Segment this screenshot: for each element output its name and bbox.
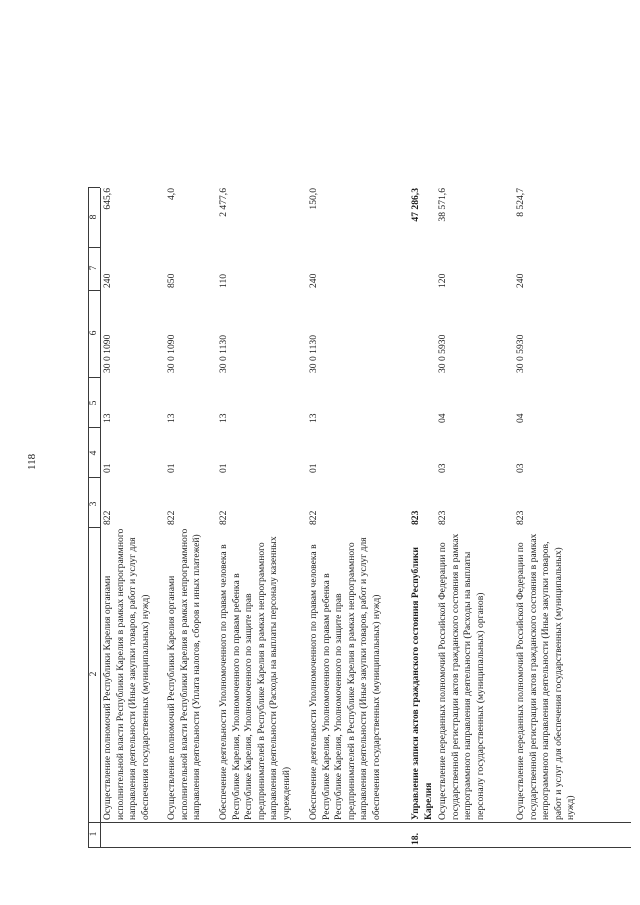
row-name: Осуществление полномочий Республики Карелия органами исполнительной власти Республики Карелия в рамках непрограммного направления деятельности (Уплата налогов, сборов и иных платежей) xyxy=(166,528,202,820)
cell-amount: 2 477,6 xyxy=(218,188,229,217)
cell-target-article: 30 0 1130 xyxy=(308,334,319,373)
row-name: Осуществление полномочий Республики Карелия органами исполнительной власти Республики Карелия в рамках непрограммного направления деятельности (Иные закупки товаров, работ и услуг для обеспечения государственных (муниципальных) нужд) xyxy=(102,528,151,820)
cell-subsection: 13 xyxy=(308,413,319,423)
header-cell: 4 xyxy=(88,450,99,456)
cell-target-article: 30 0 1090 xyxy=(166,334,177,373)
header-bottom-border xyxy=(100,188,101,848)
cell-amount: 645,6 xyxy=(102,188,113,210)
cell-expense-type: 110 xyxy=(218,273,229,288)
cell-subsection: 13 xyxy=(166,413,177,423)
header-cell: 2 xyxy=(88,671,99,677)
header-cell: 1 xyxy=(88,831,99,837)
table-row xyxy=(218,38,292,848)
row-name: Обеспечение деятельности Уполномоченного по правам человека в Республике Карелия, Уполномоченного по правам ребенка в Республике Карелия, Уполномоченного по защите прав предпринимателей в Республике Карелия в рамках непрограммного направления деятельности (Расходы на выплаты персоналу казенных учреждений) xyxy=(218,536,292,820)
cell-ministry: 823 xyxy=(515,510,526,525)
cell-section: 01 xyxy=(218,463,229,473)
page-number: 118 xyxy=(26,453,38,470)
cell-target-article: 30 0 5930 xyxy=(437,334,448,373)
cell-subsection: 04 xyxy=(437,413,448,423)
cell-expense-type: 240 xyxy=(308,273,319,288)
cell-ministry: 822 xyxy=(166,510,177,525)
cell-ministry: 823 xyxy=(437,510,448,525)
row-name: Осуществление переданных полномочий Российской Федерации по государственной регистрации актов гражданского состояния в рамках непрограммного направления деятельности (Расходы на выплаты персоналу государственных (муниципальных) органов) xyxy=(437,533,486,820)
column-divider xyxy=(88,847,631,848)
column-divider xyxy=(88,187,100,188)
header-cell: 7 xyxy=(88,265,99,271)
column-divider xyxy=(88,427,100,428)
cell-expense-type: 850 xyxy=(166,273,177,288)
row-name: Осуществление переданных полномочий Российской Федерации по государственной регистрации актов гражданского состояния в рамках непрограммного направления деятельности (Иные закупки товаров, работ и услуг для обеспечения государственных (муниципальных) нужд) xyxy=(515,533,576,820)
table-row xyxy=(437,38,486,848)
column-divider xyxy=(88,290,100,291)
row-name: Управление записи актов гражданского состояния Республики Карелия xyxy=(410,547,434,820)
table-top-border xyxy=(88,188,89,848)
cell-ministry: 823 xyxy=(410,510,421,525)
table-row-section xyxy=(410,38,434,848)
cell-section: 03 xyxy=(515,463,526,473)
cell-target-article: 30 0 1130 xyxy=(218,334,229,373)
cell-amount: 150,0 xyxy=(308,188,319,210)
column-divider xyxy=(88,822,631,823)
column-divider xyxy=(88,527,100,528)
cell-amount: 47 286,3 xyxy=(410,188,421,222)
column-divider xyxy=(88,477,100,478)
cell-expense-type: 120 xyxy=(437,273,448,288)
cell-subsection: 13 xyxy=(102,413,113,423)
table-row xyxy=(515,38,576,848)
header-cell: 3 xyxy=(88,501,99,507)
cell-amount: 8 524,7 xyxy=(515,188,526,217)
cell-ministry: 822 xyxy=(218,510,229,525)
column-divider xyxy=(88,377,100,378)
table-row xyxy=(102,38,151,848)
header-cell: 6 xyxy=(88,330,99,336)
cell-subsection: 13 xyxy=(218,413,229,423)
header-cell: 8 xyxy=(88,214,99,220)
cell-expense-type: 240 xyxy=(515,273,526,288)
cell-section: 01 xyxy=(166,463,177,473)
cell-ministry: 822 xyxy=(102,510,113,525)
column-divider xyxy=(88,247,100,248)
row-name: Обеспечение деятельности Уполномоченного по правам человека в Республике Карелия, Уполномоченного по правам ребенка в Республике Карелия, Уполномоченного по защите прав предпринимателей в Республике Карелия в рамках непрограммного направления деятельности (Иные закупки товаров, работ и услуг для обеспечения государственных (муниципальных) нужд) xyxy=(308,537,382,820)
cell-section: 03 xyxy=(437,463,448,473)
cell-target-article: 30 0 1090 xyxy=(102,334,113,373)
cell-section: 01 xyxy=(308,463,319,473)
cell-target-article: 30 0 5930 xyxy=(515,334,526,373)
cell-expense-type: 240 xyxy=(102,273,113,288)
cell-amount: 38 571,6 xyxy=(437,188,448,222)
budget-table xyxy=(88,38,631,848)
cell-subsection: 04 xyxy=(515,413,526,423)
header-cell: 5 xyxy=(88,400,99,406)
table-row xyxy=(166,38,202,848)
cell-amount: 4,0 xyxy=(166,188,177,200)
row-number: 18. xyxy=(410,833,421,845)
table-header-row xyxy=(88,38,100,848)
cell-ministry: 822 xyxy=(308,510,319,525)
table-row xyxy=(308,38,382,848)
cell-section: 01 xyxy=(102,463,113,473)
